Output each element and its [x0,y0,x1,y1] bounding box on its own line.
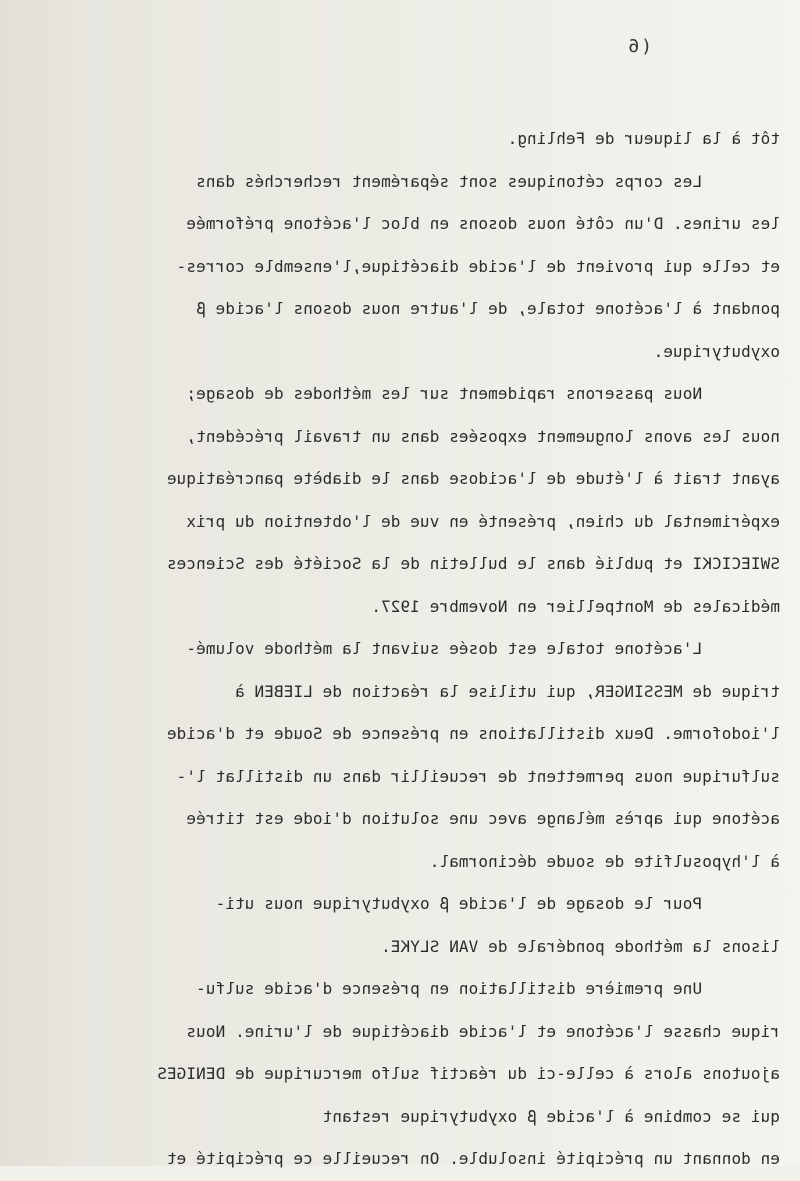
text-line: ayant trait à l'étude de l'acidose dans le diabète pancréatique [166,469,780,488]
text-line: Nous passerons rapidement sur les méthodes de dosage; [186,384,780,403]
text-line: ajoutons alors à celle-ci du réactif sulfo mercurique de DENIGES [157,1064,780,1083]
text-line: et celle qui provient de l'acide diacétique,l'ensemble corres- [176,256,780,276]
text-line: médicales de Montpellier en Novembre 1927. [371,596,780,616]
text-line: à l'hyposulfite de soude décinormal. [429,851,780,871]
text-line: expérimental du chien, présenté en vue de l'obtention du prix [186,511,780,531]
text-line: oxybutyrique. [653,341,780,361]
text-line: Les corps cétoniques sont séparément recherchés dans [196,171,780,191]
text-line: tôt à la liqueur de Fehling. [507,129,780,148]
text-line: qui se combine à l'acide β oxybutyrique restant [322,1106,780,1126]
text-line: sulfurique nous permettent de recueillir dans un distillat l'- [176,766,780,786]
text-line: en donnant un précipité insoluble. On recueille ce précipité et [166,1149,780,1168]
page-number: (6 [626,36,652,57]
text-line: trique de MESSINGER, qui utilise la réaction de LIEBEN à [234,681,780,701]
text-line: Pour le dosage de l'acide β oxybutyrique nous uti- [215,894,780,913]
text-line: acétone qui après mélange avec une solution d'iode est titrée [186,809,780,828]
text-line: nous les avons longuement exposées dans un travail précédent, [186,426,780,446]
text-line: SWIECICKI et publié dans le bulletin de la Société des Sciences [166,554,780,573]
text-line: les urines. D'un côté nous dosons en bloc l'acétone préformée [186,214,780,233]
text-line: l'iodoforme. Deux distillations en présence de Soude et d'acide [166,724,780,743]
text-line: L'acétone totale est dosée suivant la méthode volumé- [186,639,780,658]
text-line: lisons la méthode pondérale de VAN SLYKE. [380,936,780,956]
text-line: pondant à l'acétone totale, de l'autre nous dosons l'acide β [196,299,780,318]
text-line: Une première distillation en présence d'acide sulfu- [196,979,780,998]
page-edge-shadow [0,0,90,1166]
body-text [16,118,780,1181]
text-line: rique chasse l'acétone et l'acide diacétique de l'urine. Nous [186,1021,780,1041]
